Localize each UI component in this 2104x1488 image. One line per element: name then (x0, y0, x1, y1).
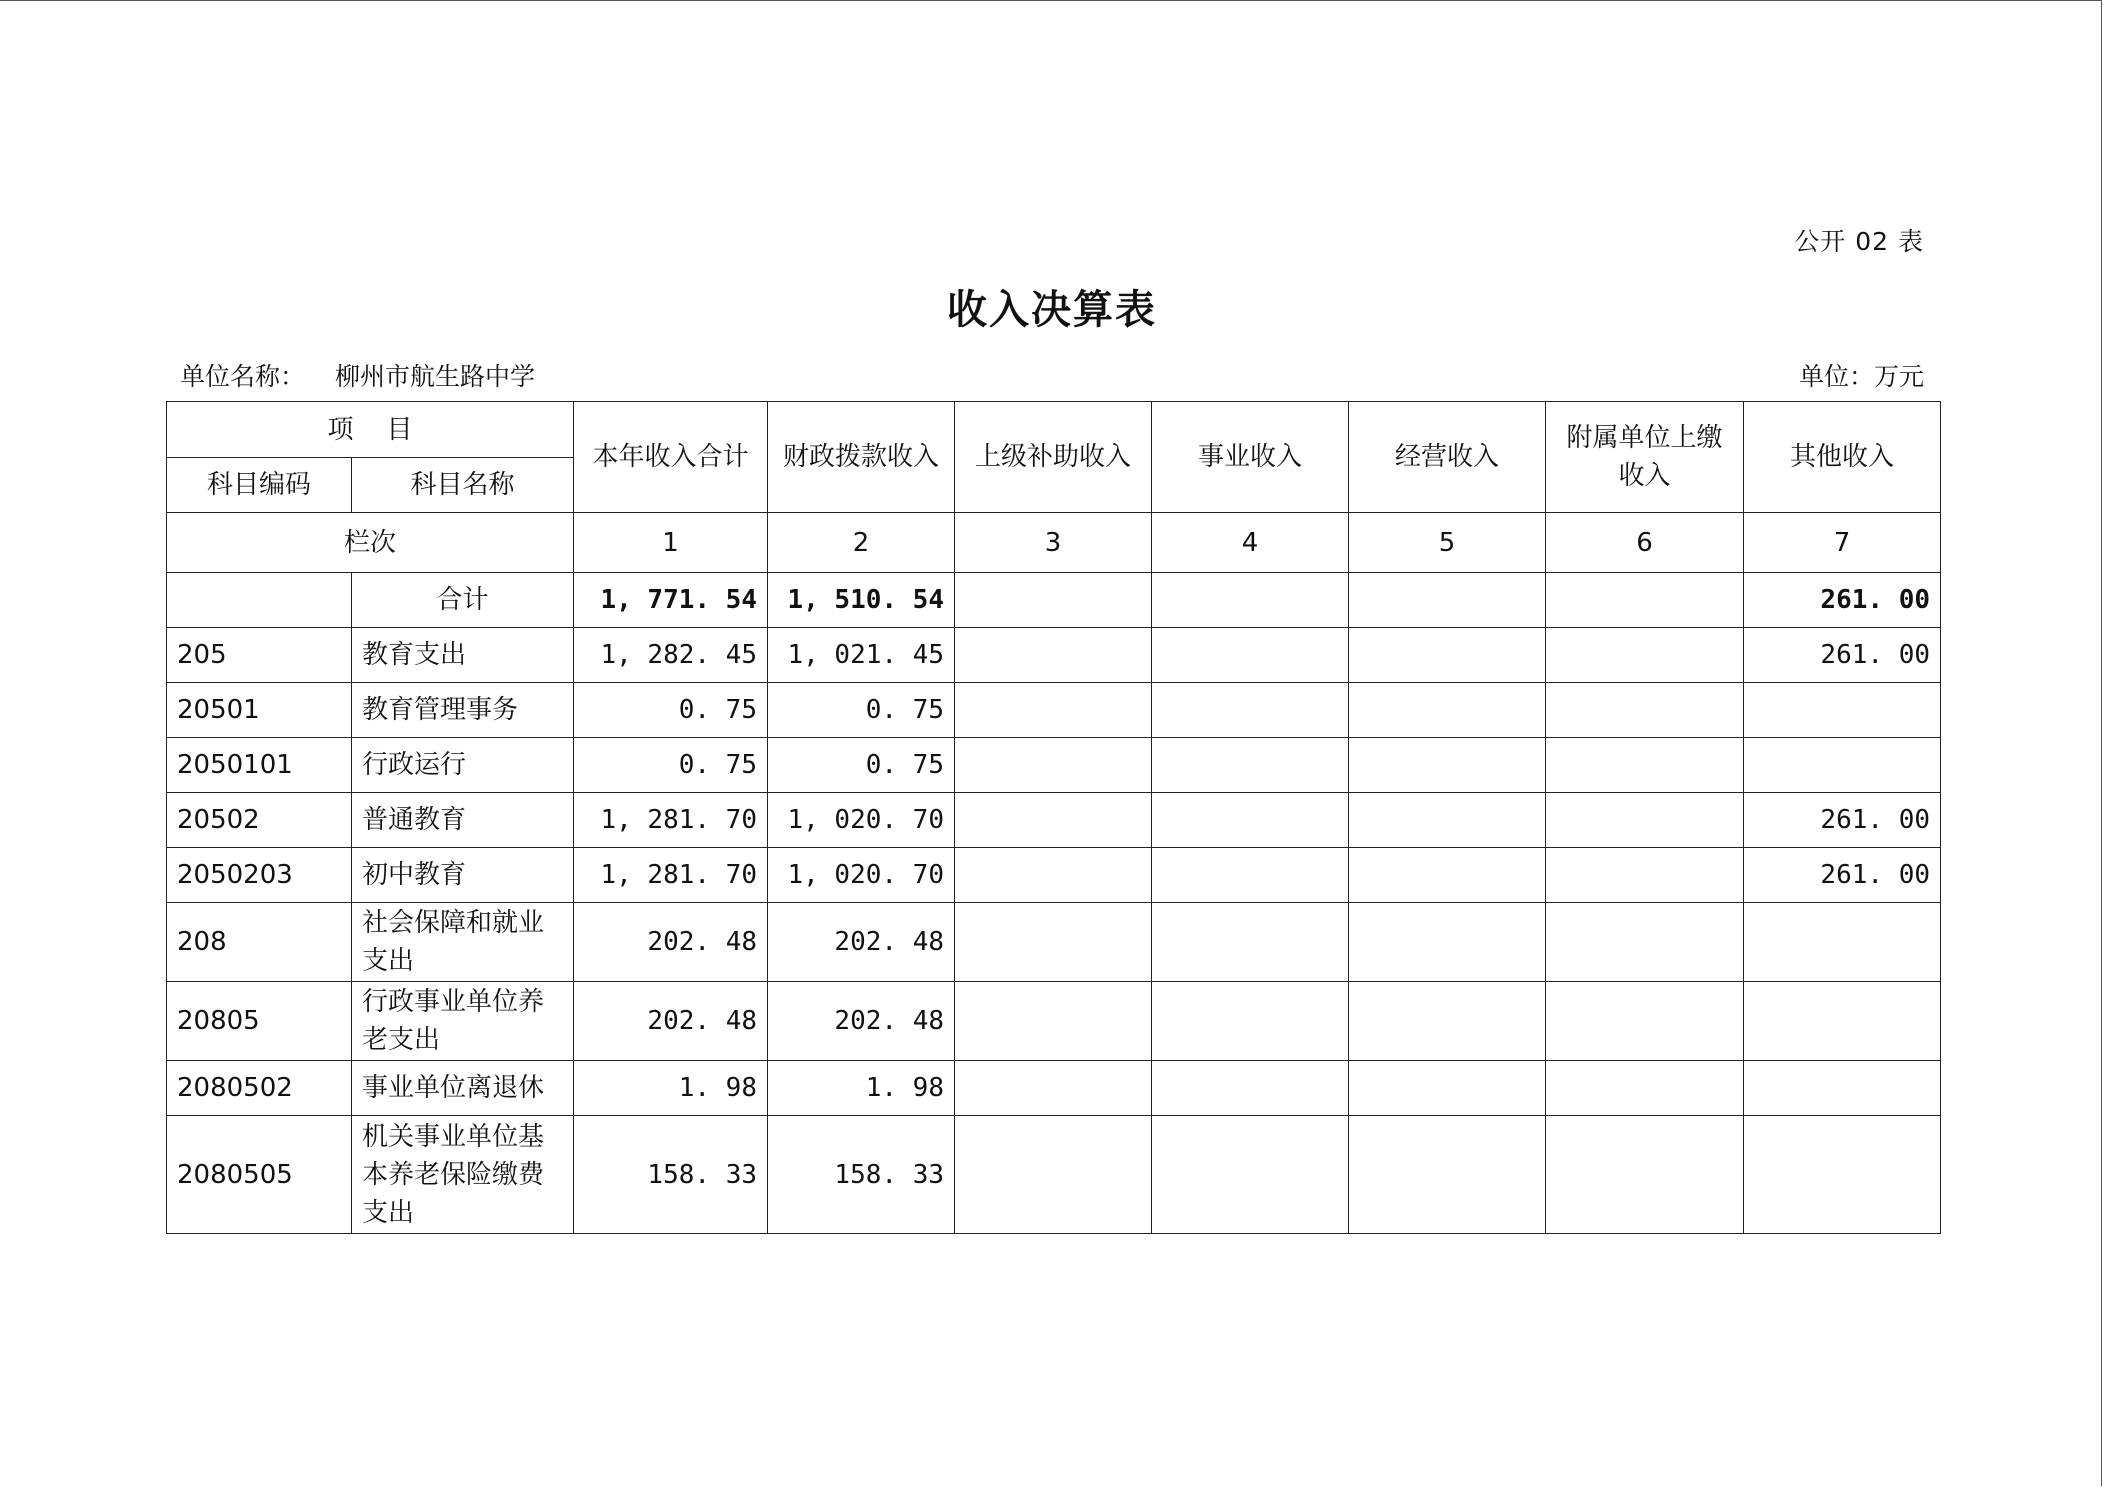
amount-cell: 261. 00 (1744, 848, 1941, 903)
header-code: 科目编码 (167, 458, 352, 513)
amount-cell (1349, 982, 1546, 1061)
amount-cell: 202. 48 (768, 982, 955, 1061)
amount-cell (1546, 738, 1744, 793)
column-index-row (167, 513, 1941, 573)
table-row (167, 982, 1941, 1061)
header-col-7: 其他收入 (1744, 402, 1941, 513)
unit-name (180, 357, 535, 393)
subject-code: 208 (167, 903, 352, 982)
amount-cell (1152, 683, 1349, 738)
amount-cell: 0. 75 (768, 738, 955, 793)
subject-name: 普通教育 (352, 793, 574, 848)
amount-cell (955, 848, 1152, 903)
unit-name-label: 单位名称： (180, 362, 306, 391)
unit-label: 单位：万元 (1798, 362, 1924, 391)
amount-cell (1744, 1061, 1941, 1116)
amount-cell (955, 1061, 1152, 1116)
subject-name: 教育管理事务 (352, 683, 574, 738)
amount-cell (1349, 793, 1546, 848)
header-col-1: 本年收入合计 (574, 402, 768, 513)
amount-cell (1546, 628, 1744, 683)
header-name: 科目名称 (352, 458, 574, 513)
amount-cell (1152, 1116, 1349, 1234)
total-label: 合计 (352, 573, 574, 628)
table-row (167, 683, 1941, 738)
amount-cell (1546, 1116, 1744, 1234)
page-title: 收入决算表 (947, 287, 1157, 333)
amount-cell (1349, 738, 1546, 793)
subject-code: 2050101 (167, 738, 352, 793)
table-row (167, 1116, 1941, 1234)
amount-cell: 0. 75 (768, 683, 955, 738)
subject-name: 教育支出 (352, 628, 574, 683)
amount-cell (1349, 628, 1546, 683)
amount-cell (1349, 848, 1546, 903)
total-value: 1, 771. 54 (574, 573, 768, 628)
amount-cell (1152, 903, 1349, 982)
amount-cell: 158. 33 (768, 1116, 955, 1234)
amount-cell: 1. 98 (768, 1061, 955, 1116)
amount-cell (1546, 793, 1744, 848)
table-row (167, 738, 1941, 793)
unit-name-value: 柳州市航生路中学 (335, 362, 536, 391)
amount-cell: 158. 33 (574, 1116, 768, 1234)
column-number: 6 (1546, 513, 1744, 573)
amount-cell (1152, 848, 1349, 903)
income-table (166, 401, 1941, 1234)
subject-name: 行政运行 (352, 738, 574, 793)
amount-cell (955, 982, 1152, 1061)
amount-cell: 202. 48 (768, 903, 955, 982)
amount-cell (1744, 683, 1941, 738)
amount-cell: 1, 281. 70 (574, 848, 768, 903)
amount-cell (1152, 1061, 1349, 1116)
amount-cell: 261. 00 (1744, 628, 1941, 683)
table-row (167, 1061, 1941, 1116)
header-col-2: 财政拨款收入 (768, 402, 955, 513)
subject-name: 行政事业单位养老支出 (352, 982, 574, 1061)
amount-cell (1546, 1061, 1744, 1116)
amount-cell (1152, 628, 1349, 683)
amount-cell: 0. 75 (574, 683, 768, 738)
amount-cell (1744, 738, 1941, 793)
amount-cell (1744, 982, 1941, 1061)
table-row (167, 848, 1941, 903)
column-number: 1 (574, 513, 768, 573)
header-row-1 (167, 402, 1941, 458)
subject-code: 20501 (167, 683, 352, 738)
amount-cell (955, 903, 1152, 982)
amount-cell (1349, 903, 1546, 982)
amount-cell (1744, 903, 1941, 982)
header-col-3: 上级补助收入 (955, 402, 1152, 513)
subject-code: 2080502 (167, 1061, 352, 1116)
amount-cell: 202. 48 (574, 903, 768, 982)
amount-cell: 202. 48 (574, 982, 768, 1061)
column-number: 5 (1349, 513, 1546, 573)
amount-cell (1744, 1116, 1941, 1234)
subject-code: 20502 (167, 793, 352, 848)
amount-cell (955, 738, 1152, 793)
amount-cell (1152, 793, 1349, 848)
subject-name: 事业单位离退休 (352, 1061, 574, 1116)
subject-name: 机关事业单位基本养老保险缴费支出 (352, 1116, 574, 1234)
subject-code: 20805 (167, 982, 352, 1061)
amount-cell (955, 793, 1152, 848)
header-col-5: 经营收入 (1349, 402, 1546, 513)
subject-code: 205 (167, 628, 352, 683)
amount-cell: 261. 00 (1744, 793, 1941, 848)
subject-name: 初中教育 (352, 848, 574, 903)
amount-cell: 1. 98 (574, 1061, 768, 1116)
column-number: 4 (1152, 513, 1349, 573)
amount-cell: 1, 281. 70 (574, 793, 768, 848)
amount-cell (1349, 1061, 1546, 1116)
amount-cell: 0. 75 (574, 738, 768, 793)
amount-cell (1349, 1116, 1546, 1234)
amount-cell (1546, 982, 1744, 1061)
total-value: 261. 00 (1744, 573, 1941, 628)
amount-cell (1546, 683, 1744, 738)
amount-cell: 1, 021. 45 (768, 628, 955, 683)
amount-cell (1349, 683, 1546, 738)
total-row (167, 573, 1941, 628)
column-number: 7 (1744, 513, 1941, 573)
total-code (167, 573, 352, 628)
total-value: 1, 510. 54 (768, 573, 955, 628)
amount-cell (955, 683, 1152, 738)
table-row (167, 793, 1941, 848)
header-col-4: 事业收入 (1152, 402, 1349, 513)
subject-name: 社会保障和就业支出 (352, 903, 574, 982)
amount-cell: 1, 020. 70 (768, 848, 955, 903)
column-number: 2 (768, 513, 955, 573)
total-value (1546, 573, 1744, 628)
column-index-label: 栏次 (167, 513, 574, 573)
total-value (1349, 573, 1546, 628)
table-row (167, 628, 1941, 683)
header-project: 项 目 (167, 402, 574, 458)
column-number: 3 (955, 513, 1152, 573)
amount-cell (1546, 848, 1744, 903)
form-code: 公开 02 表 (1794, 227, 1924, 256)
subject-code: 2080505 (167, 1116, 352, 1234)
amount-cell (1152, 982, 1349, 1061)
total-value (1152, 573, 1349, 628)
amount-cell: 1, 020. 70 (768, 793, 955, 848)
amount-cell (955, 1116, 1152, 1234)
total-value (955, 573, 1152, 628)
table-row (167, 903, 1941, 982)
header-col-6: 附属单位上缴收入 (1546, 402, 1744, 513)
subject-code: 2050203 (167, 848, 352, 903)
amount-cell (955, 628, 1152, 683)
amount-cell (1546, 903, 1744, 982)
amount-cell: 1, 282. 45 (574, 628, 768, 683)
amount-cell (1152, 738, 1349, 793)
